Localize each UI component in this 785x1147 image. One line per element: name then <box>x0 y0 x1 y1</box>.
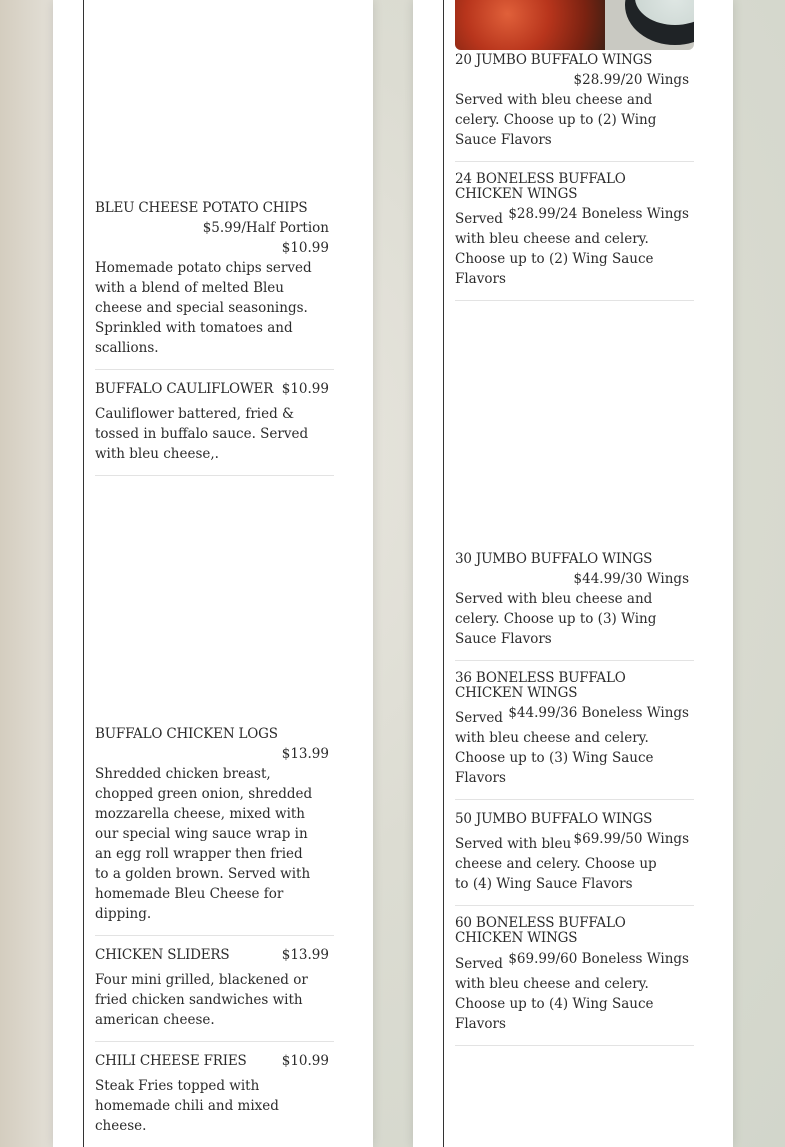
item-description: Four mini grilled, blackened or fried chicken sandwiches with american cheese. <box>95 972 308 1028</box>
item-price: $10.99 <box>281 240 329 256</box>
item-name: 20 JUMBO BUFFALO WINGS <box>455 52 653 68</box>
item-price: $28.99/24 Boneless Wings <box>508 206 689 222</box>
item-price: $69.99/60 Boneless Wings <box>508 951 689 967</box>
item-description: Cauliflower battered, fried & tossed in buffalo sauce. Served with bleu cheese,. <box>95 406 309 462</box>
menu-item[interactable] <box>95 381 334 476</box>
item-name: CHILI CHEESE FRIES <box>95 1053 247 1069</box>
item-description-lead: Served with bleu <box>455 836 572 852</box>
menu-item[interactable] <box>455 52 694 162</box>
item-divider <box>455 300 694 301</box>
item-description-lead: Served <box>455 956 503 972</box>
item-price: $10.99 <box>281 1053 329 1069</box>
item-name: BUFFALO CHICKEN LOGS <box>95 726 278 742</box>
menu-item[interactable] <box>95 726 334 936</box>
menu-item[interactable] <box>95 1053 334 1147</box>
item-price: $10.99 <box>281 381 329 397</box>
item-price: $44.99/30 Wings <box>573 571 689 587</box>
menu-item[interactable] <box>95 947 334 1042</box>
item-price: $13.99 <box>281 947 329 963</box>
item-divider <box>455 161 694 162</box>
menu-column-left <box>83 0 334 1147</box>
item-name: 50 JUMBO BUFFALO WINGS <box>455 811 653 827</box>
item-divider <box>455 799 694 800</box>
item-divider <box>455 660 694 661</box>
item-name: BUFFALO CAULIFLOWER <box>95 381 274 397</box>
item-price: $5.99/Half Portion <box>202 220 329 236</box>
menu-item[interactable] <box>455 811 694 906</box>
item-divider <box>455 905 694 906</box>
item-price: $69.99/50 Wings <box>573 831 689 847</box>
item-price: $28.99/20 Wings <box>573 72 689 88</box>
item-name: CHICKEN SLIDERS <box>95 947 230 963</box>
item-description: with bleu cheese and celery. Choose up to (4) Wing Sauce Flavors <box>455 976 654 1032</box>
item-description: Served with bleu cheese and celery. Choose up to (3) Wing Sauce Flavors <box>455 591 657 647</box>
menu-item[interactable] <box>455 915 694 1046</box>
item-description-lead: Served <box>455 710 503 726</box>
item-divider <box>95 935 334 936</box>
menu-item[interactable] <box>455 551 694 661</box>
item-divider <box>455 1045 694 1046</box>
item-description: Homemade potato chips served with a blend of melted Bleu cheese and special seasonings. Sprinkled with tomatoes and scallions. <box>95 260 312 356</box>
item-divider <box>95 475 334 476</box>
menu-item[interactable] <box>455 670 694 800</box>
item-description: Steak Fries topped with homemade chili and mixed cheese. <box>95 1078 279 1134</box>
item-name: 36 BONELESS BUFFALO CHICKEN WINGS <box>455 670 626 701</box>
item-description: cheese and celery. Choose up to (4) Wing Sauce Flavors <box>455 856 657 892</box>
item-divider <box>95 1041 334 1042</box>
menu-column-right <box>443 0 694 1147</box>
item-divider <box>95 369 334 370</box>
item-name: 24 BONELESS BUFFALO CHICKEN WINGS <box>455 171 626 202</box>
item-description: Served with bleu cheese and celery. Choose up to (2) Wing Sauce Flavors <box>455 92 657 148</box>
item-price: $13.99 <box>281 746 329 762</box>
item-price: $44.99/36 Boneless Wings <box>508 705 689 721</box>
item-description-lead: Served <box>455 211 503 227</box>
wings-photo <box>455 0 694 50</box>
item-description: Shredded chicken breast, chopped green onion, shredded mozzarella cheese, mixed with our special wing sauce wrap in an egg roll wrapper then fried to a golden brown. Served with homemade Bleu Cheese for dipping. <box>95 766 313 922</box>
item-description: with bleu cheese and celery. Choose up to (2) Wing Sauce Flavors <box>455 231 654 287</box>
item-description: with bleu cheese and celery. Choose up to (3) Wing Sauce Flavors <box>455 730 654 786</box>
background-blur <box>0 0 60 1147</box>
item-name: BLEU CHEESE POTATO CHIPS <box>95 200 308 216</box>
menu-item[interactable] <box>455 171 694 301</box>
menu-item[interactable] <box>95 200 334 370</box>
item-name: 30 JUMBO BUFFALO WINGS <box>455 551 653 567</box>
item-name: 60 BONELESS BUFFALO CHICKEN WINGS <box>455 915 626 946</box>
